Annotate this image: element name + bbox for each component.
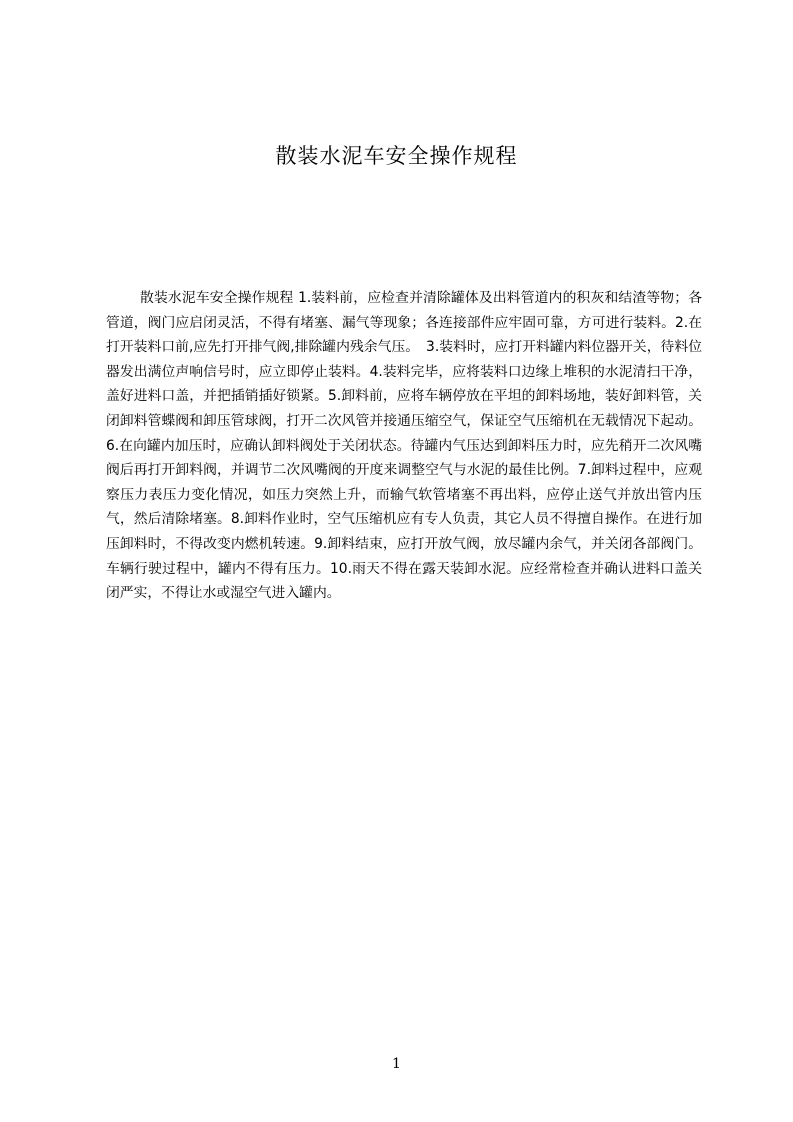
page-number: 1	[392, 1056, 401, 1072]
document-body-paragraph: 散装水泥车安全操作规程 1.装料前，应检查并清除罐体及出料管道内的积灰和结渣等物；各管道，阀门应启闭灵活，不得有堵塞、漏气等现象；各连接部件应牢固可靠，方可进行装料。2.在打开装料口前,应先打开排气阀,排除罐内残余气压。 3.装料时，应打开料罐内料位器开关，待料位器发出满位声响信号时，应立即停止装料。4.装料完毕，应将装料口边缘上堆积的水泥清扫干净，盖好进料口盖，并把插销插好锁紧。5.卸料前，应将车辆停放在平坦的卸料场地，装好卸料管，关闭卸料管蝶阀和卸压管球阀，打开二次风管并接通压缩空气，保证空气压缩机在无载情况下起动。6.在向罐内加压时，应确认卸料阀处于关闭状态。待罐内气压达到卸料压力时，应先稍开二次风嘴阀后再打开卸料阀，并调节二次风嘴阀的开度来调整空气与水泥的最佳比例。7.卸料过程中，应观察压力表压力变化情况，如压力突然上升，而输气软管堵塞不再出料，应停止送气并放出管内压气，然后清除堵塞。8.卸料作业时，空气压缩机应有专人负责，其它人员不得擅自操作。在进行加压卸料时，不得改变内燃机转速。9.卸料结束，应打开放气阀，放尽罐内余气，并关闭各部阀门。车辆行驶过程中，罐内不得有压力。10.雨天不得在露天装卸水泥。应经常检查并确认进料口盖关闭严实，不得让水或湿空气进入罐内。	[106, 290, 702, 602]
document-title: 散装水泥车安全操作规程	[275, 144, 518, 168]
